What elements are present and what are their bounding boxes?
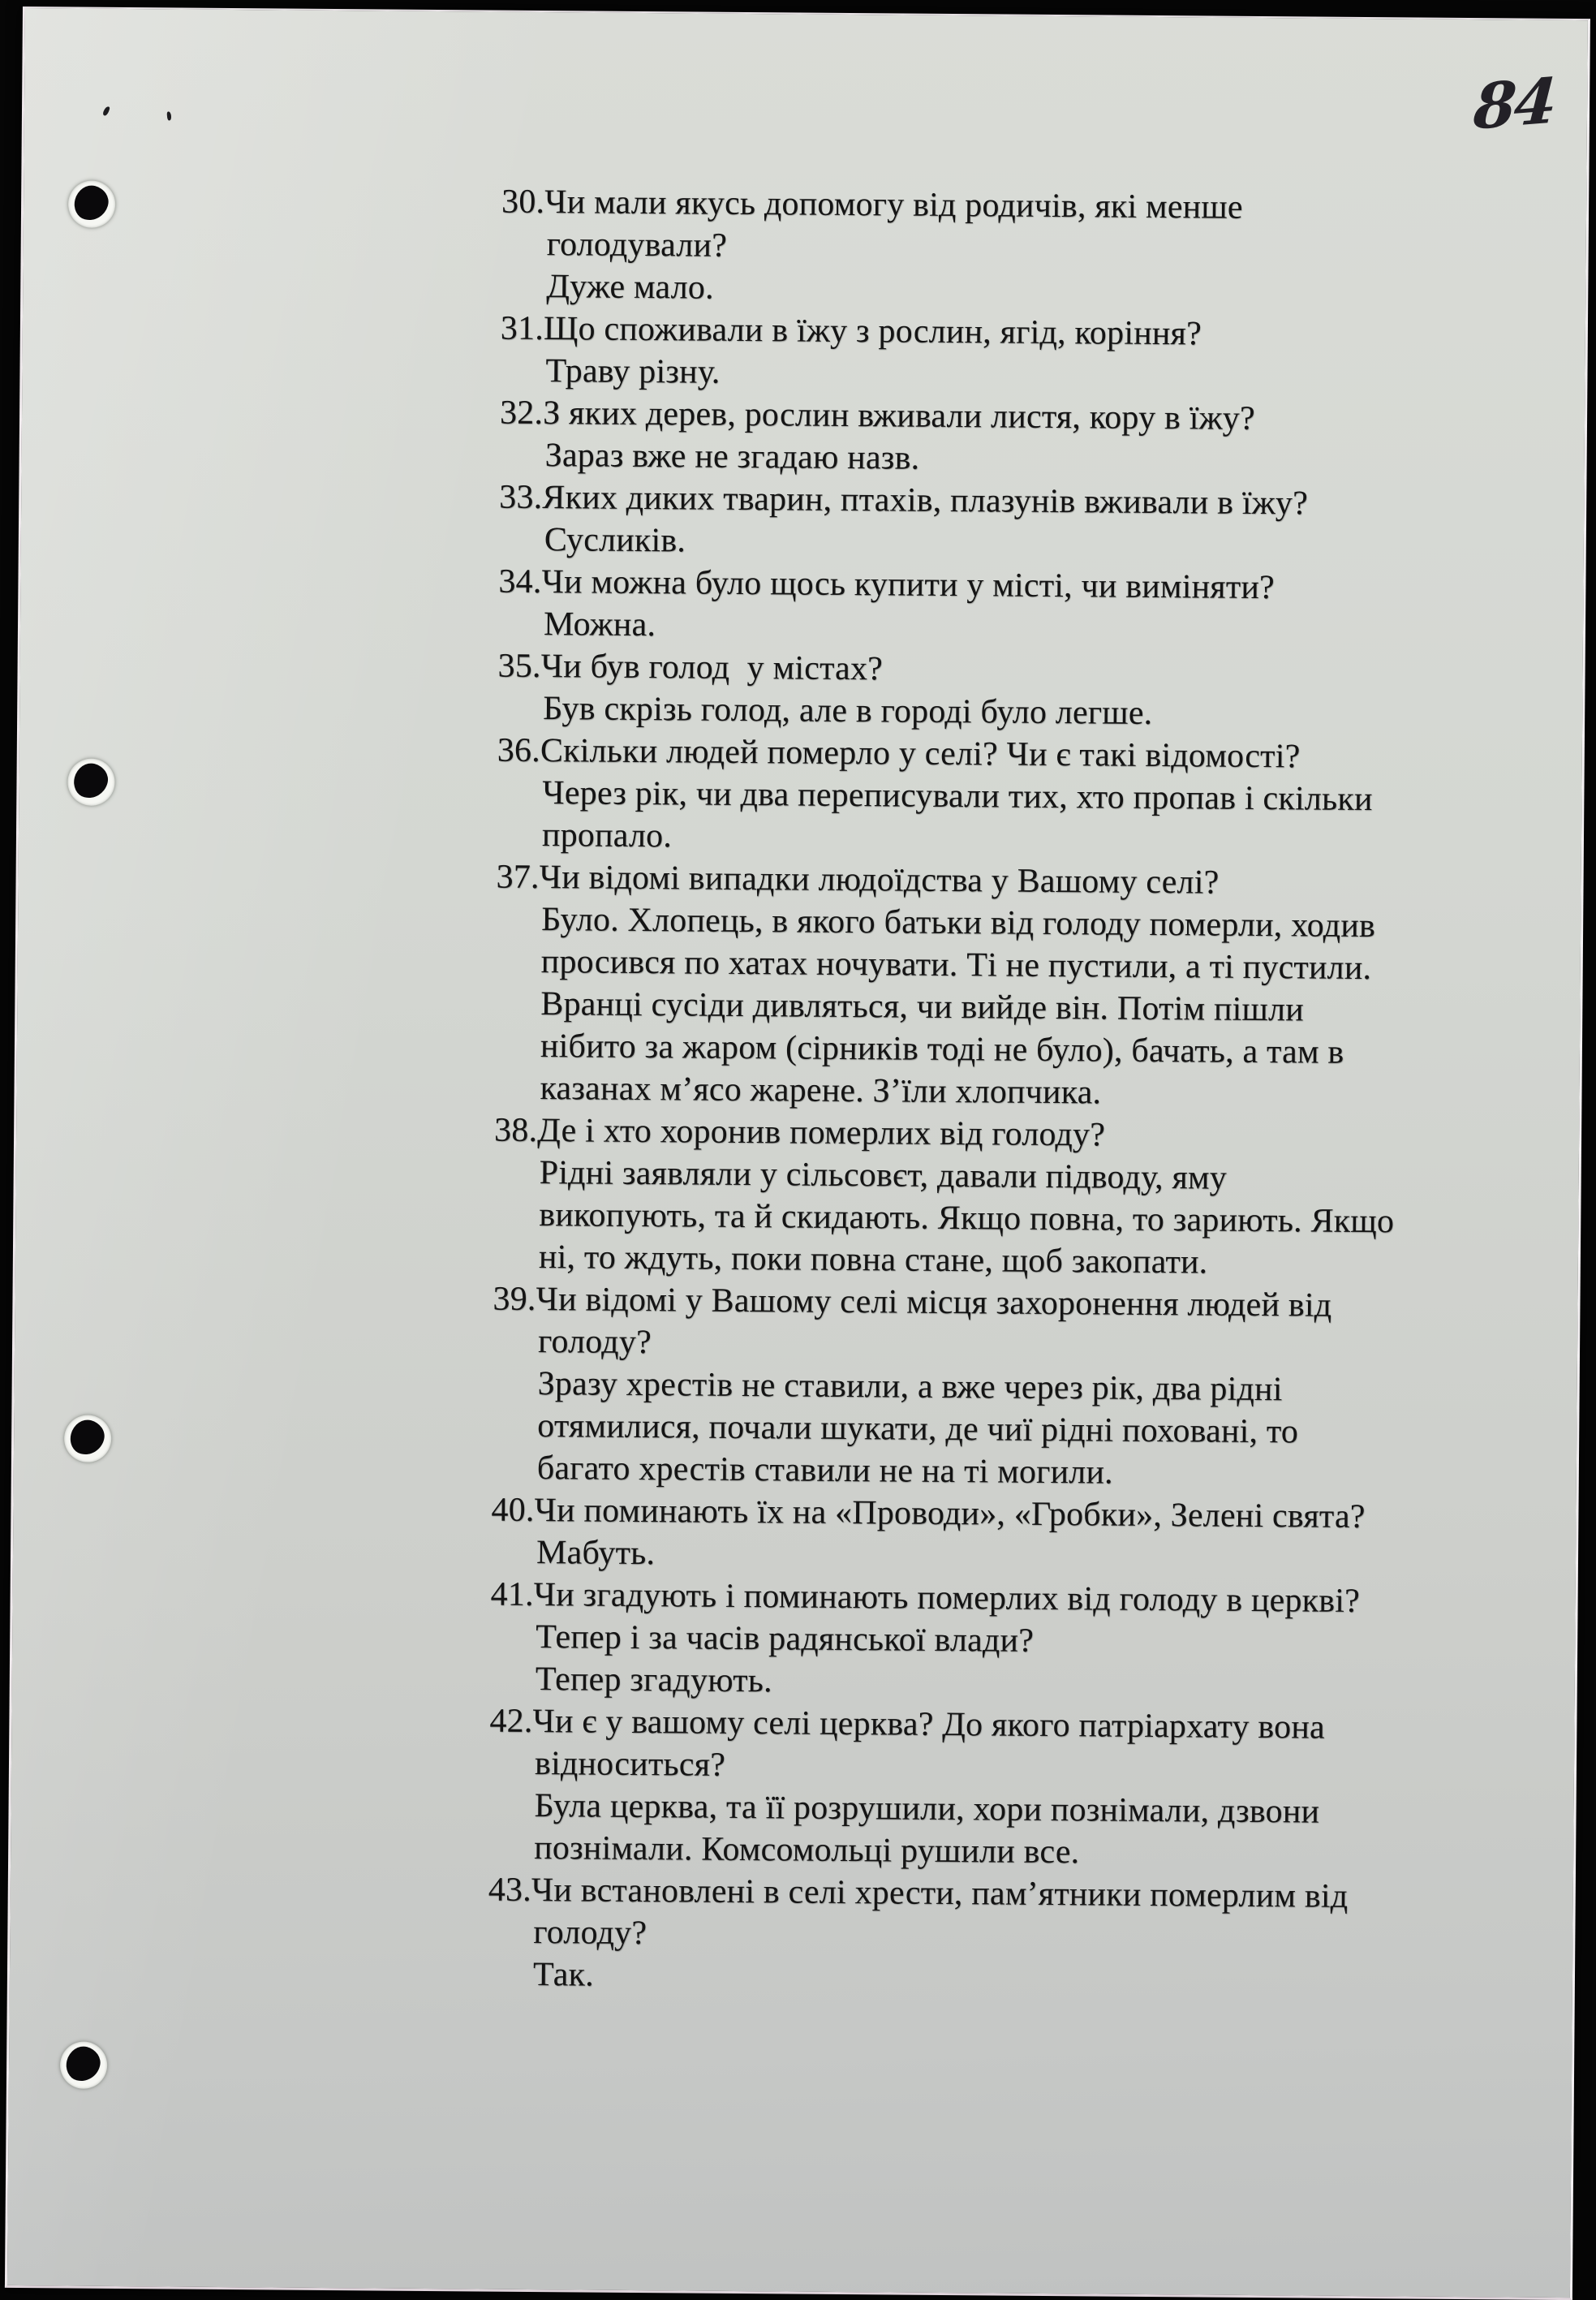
answer-text: Траву різну. [545, 352, 721, 391]
question-number: 36. [497, 731, 541, 770]
question-text: Чи згадують і поминають померлих від голоду в церкві? Тепер і за часів радянської влади? [533, 1576, 1361, 1660]
answer-text: Була церква, та її розрушили, хори познімали, дзвони познімали. Комсомольці рушили все. [534, 1787, 1320, 1871]
qa-item [493, 1109, 1582, 1287]
qa-item [501, 181, 1589, 317]
punch-hole-icon [60, 2041, 107, 2088]
question-text: Чи відомі у Вашому селі місця захоронення людей від голоду? [536, 1281, 1332, 1362]
question-number: 35. [497, 647, 541, 686]
question-number: 34. [498, 562, 542, 601]
question-line [490, 1574, 1578, 1667]
question-number: 41. [490, 1575, 534, 1614]
qa-item [494, 856, 1583, 1118]
qa-item [488, 1869, 1576, 2005]
question-number: 31. [500, 309, 544, 348]
answer-text: Сусликів. [544, 521, 686, 560]
question-text: Що споживали в їжу з рослин, ягід, коріння? [543, 310, 1202, 353]
question-text: Чи відомі випадки людоїдства у Вашому селі? [539, 859, 1220, 902]
question-line [488, 1869, 1576, 1962]
question-text: Чи був голод у містах? [540, 648, 884, 688]
question-text: Чи встановлені в селі хрести, пам’ятники померлим від голоду? [531, 1871, 1349, 1953]
question-line [489, 1700, 1577, 1794]
qa-item [497, 730, 1585, 865]
handwritten-page-number: 84 [1471, 64, 1557, 144]
question-number: 37. [496, 858, 540, 897]
question-number: 39. [493, 1280, 536, 1319]
qa-item [492, 1278, 1581, 1498]
qa-item [491, 1489, 1579, 1583]
answer-text: Зараз вже не згадаю назв. [544, 437, 920, 477]
question-number: 40. [491, 1491, 535, 1530]
question-number: 33. [499, 478, 543, 517]
paper-sheet [5, 6, 1590, 2300]
punch-hole-icon [64, 1415, 111, 1462]
question-text: Скільки людей померло у селі? Чи є такі відомості? [540, 732, 1301, 776]
question-text: Яких диких тварин, птахів, плазунів вживали в їжу? [542, 479, 1309, 523]
answer-text: Було. Хлопець, в якого батьки від голоду померли, ходив просився по хатах ночувати. Ті не пустили, а ті пустили. Вранці сусіди дивляться, чи вийде він. Потім пішли нібито за жаром (сірників тоді не було), бачать, а там в казанах м’ясо жарене. З’їли хлопчика. [540, 901, 1376, 1112]
answer-text: Був скрізь голод, але в городі було легше. [543, 690, 1153, 732]
answer-text: Через рік, чи два переписували тих, хто пропав і скільки пропало. [541, 774, 1373, 855]
qa-item [488, 1700, 1577, 1878]
answer-text: Дуже мало. [546, 268, 714, 307]
answer-text: Можна. [543, 605, 656, 644]
answer-text: Мабуть. [536, 1534, 656, 1573]
qa-item [490, 1574, 1578, 1709]
question-text: Де і хто хоронив померлих від голоду? [537, 1112, 1106, 1154]
question-text: Чи є у вашому селі церква? До якого патріархату вона відноситься? [532, 1703, 1326, 1784]
question-number: 43. [488, 1871, 532, 1909]
question-number: 30. [501, 183, 545, 222]
questionnaire-text-block [488, 181, 1590, 2004]
qa-item [500, 308, 1588, 401]
ink-speck [102, 106, 110, 116]
question-number: 32. [499, 394, 544, 433]
question-text: Чи мали якусь допомогу від родичів, які менше голодували? [544, 183, 1243, 265]
question-text: Чи можна було щось купити у місті, чи виміняти? [541, 563, 1276, 607]
qa-item [497, 645, 1585, 739]
qa-item [498, 561, 1586, 654]
answer-text: Рідні заявляли у сільсовєт, давали підводу, яму викопують, та й скидають. Якщо повна, то зариють. Якщо ні, то ждуть, поки повна стане, щоб закопати. [538, 1154, 1395, 1281]
questionnaire-list [488, 181, 1590, 2004]
punch-hole-icon [68, 180, 115, 227]
question-text: З яких дерев, рослин вживали листя, кору в їжу? [543, 394, 1255, 437]
question-number: 42. [489, 1702, 533, 1741]
qa-item [499, 392, 1587, 485]
question-number: 38. [493, 1111, 538, 1150]
answer-text: Так. [532, 1956, 595, 1994]
answer-text: Тепер згадують. [535, 1660, 772, 1700]
question-line [501, 181, 1590, 274]
punch-hole-icon [67, 758, 114, 805]
question-text: Чи поминають їх на «Проводи», «Гробки», Зелені свята? [534, 1492, 1366, 1536]
question-line [498, 561, 1585, 612]
answer-text: Зразу хрестів не ставили, а вже через рік, два рідні отямилися, почали шукати, де чиї рідні поховані, то багато хрестів ставили не на ті могили. [536, 1365, 1299, 1492]
ink-speck [166, 111, 171, 120]
qa-item [499, 476, 1587, 570]
question-line [493, 1278, 1581, 1372]
